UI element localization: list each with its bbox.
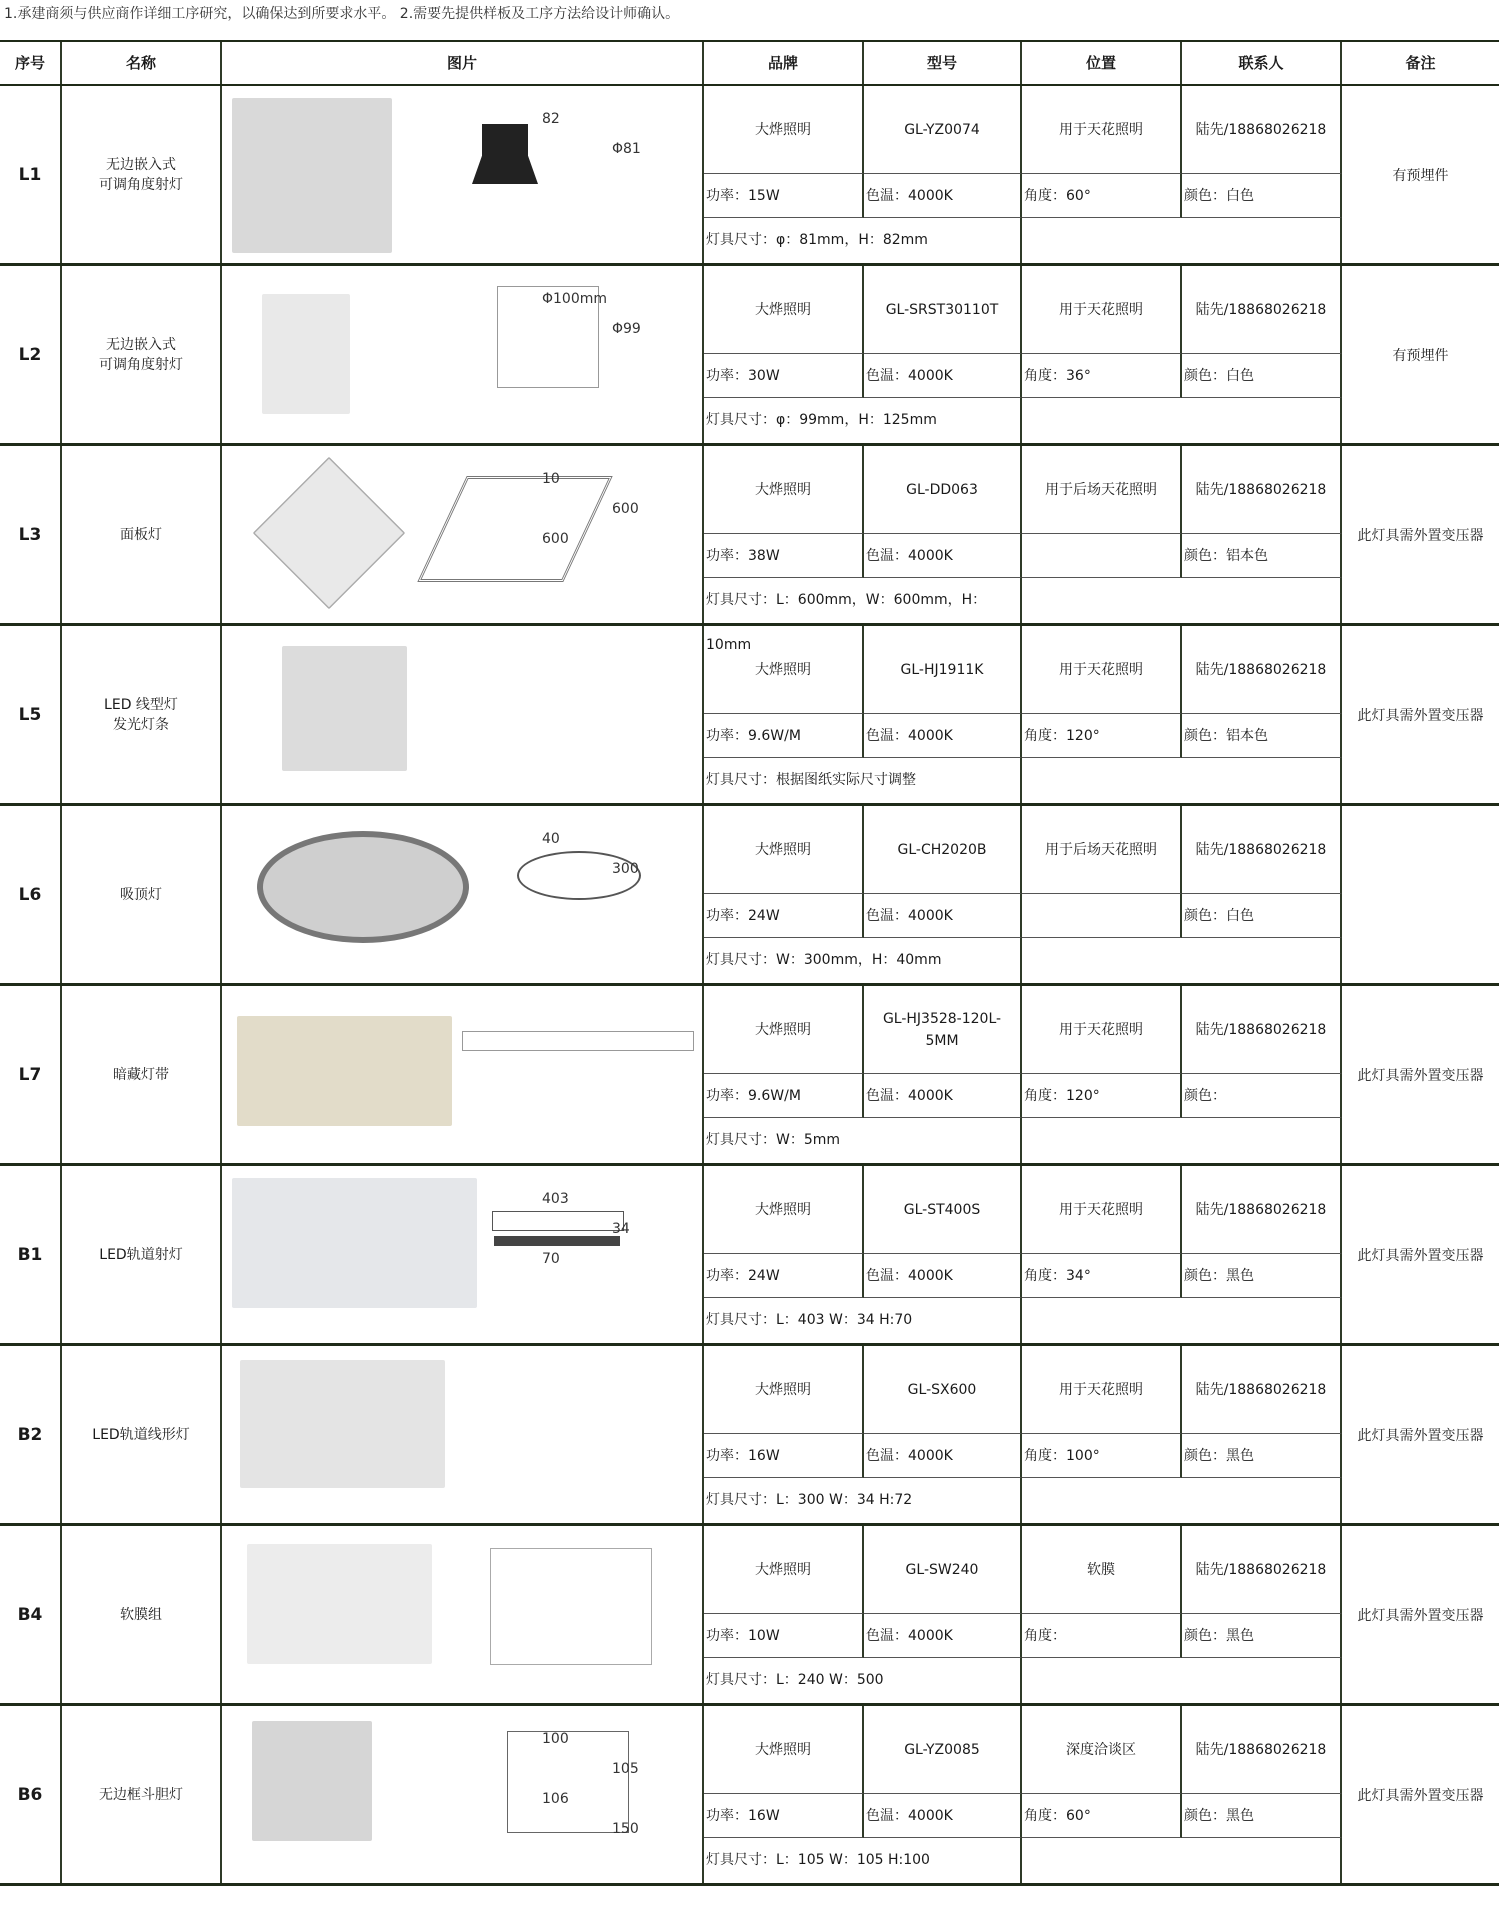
row-color-temp: 色温：4000K	[864, 1074, 1022, 1118]
table-row	[0, 86, 1499, 266]
row-contact: 陆先/18868026218	[1182, 626, 1342, 714]
header-position: 位置	[1022, 42, 1182, 84]
row-name: LED轨道线形灯	[62, 1346, 222, 1523]
row-model: GL-HJ3528-120L- 5MM	[864, 986, 1022, 1074]
dimension-label: 600	[542, 531, 569, 547]
row-color-temp: 色温：4000K	[864, 1254, 1022, 1298]
row-image	[222, 1166, 704, 1343]
row-color-temp: 色温：4000K	[864, 174, 1022, 218]
row-contact: 陆先/18868026218	[1182, 806, 1342, 894]
row-color-temp: 色温：4000K	[864, 894, 1022, 938]
row-name: 暗藏灯带	[62, 986, 222, 1163]
product-photo	[257, 831, 469, 943]
row-remark: 此灯具需外置变压器	[1357, 1607, 1484, 1624]
row-color: 颜色：白色	[1182, 174, 1342, 218]
row-contact: 陆先/18868026218	[1182, 266, 1342, 354]
row-model: GL-HJ1911K	[864, 626, 1022, 714]
product-photo	[237, 1016, 452, 1126]
row-remark: 此灯具需外置变压器	[1357, 1247, 1484, 1264]
row-size-blank	[1022, 1118, 1342, 1163]
row-power: 功率：16W	[704, 1434, 864, 1478]
row-image	[222, 446, 704, 623]
dimension-label: 70	[542, 1251, 560, 1267]
row-brand: 大烨照明	[704, 1346, 864, 1434]
row-position: 软膜	[1022, 1526, 1182, 1614]
row-contact: 陆先/18868026218	[1182, 986, 1342, 1074]
row-contact: 陆先/18868026218	[1182, 86, 1342, 174]
row-id: L3	[0, 446, 62, 623]
row-color-temp: 色温：4000K	[864, 354, 1022, 398]
row-brand: 大烨照明	[704, 446, 864, 534]
row-position: 用于天花照明	[1022, 626, 1182, 714]
row-id: B6	[0, 1706, 62, 1883]
row-color-temp: 色温：4000K	[864, 534, 1022, 578]
row-size-blank	[1022, 1658, 1342, 1703]
row-id: L5	[0, 626, 62, 803]
row-color: 颜色：白色	[1182, 354, 1342, 398]
table-row	[0, 1526, 1499, 1706]
table-row	[0, 806, 1499, 986]
row-contact: 陆先/18868026218	[1182, 1706, 1342, 1794]
row-color: 颜色：黑色	[1182, 1614, 1342, 1658]
row-position: 用于后场天花照明	[1022, 446, 1182, 534]
row-id: B2	[0, 1346, 62, 1523]
row-color: 颜色：黑色	[1182, 1794, 1342, 1838]
dimension-label: 600	[612, 501, 639, 517]
row-position: 深度洽谈区	[1022, 1706, 1182, 1794]
table-row	[0, 266, 1499, 446]
row-size: 灯具尺寸：L：403 W：34 H:70	[704, 1298, 1022, 1343]
table-row	[0, 1706, 1499, 1886]
row-angle	[1022, 894, 1182, 938]
row-remark: 此灯具需外置变压器	[1357, 1067, 1484, 1084]
row-image	[222, 986, 704, 1163]
row-angle: 角度：60°	[1022, 1794, 1182, 1838]
row-color: 颜色：黑色	[1182, 1434, 1342, 1478]
row-model: GL-SW240	[864, 1526, 1022, 1614]
dimension-label: 150	[612, 1821, 639, 1837]
row-position: 用于天花照明	[1022, 986, 1182, 1074]
row-size-blank	[1022, 758, 1342, 803]
dimension-label: 403	[542, 1191, 569, 1207]
row-color: 颜色：黑色	[1182, 1254, 1342, 1298]
row-size-blank	[1022, 1838, 1342, 1883]
row-position: 用于天花照明	[1022, 1166, 1182, 1254]
row-image	[222, 626, 704, 803]
product-photo	[240, 1360, 445, 1488]
fixture-drawing-lower	[472, 156, 538, 184]
row-brand: 大烨照明	[704, 266, 864, 354]
header-contact: 联系人	[1182, 42, 1342, 84]
row-image	[222, 1706, 704, 1883]
row-power: 功率：24W	[704, 1254, 864, 1298]
row-brand: 大烨照明	[704, 1526, 864, 1614]
row-id: B4	[0, 1526, 62, 1703]
row-angle	[1022, 534, 1182, 578]
fixture-drawing	[417, 476, 612, 582]
row-remark: 有预埋件	[1392, 167, 1449, 184]
row-position: 用于天花照明	[1022, 1346, 1182, 1434]
row-color-temp: 色温：4000K	[864, 1434, 1022, 1478]
product-photo	[232, 1178, 477, 1308]
row-position: 用于天花照明	[1022, 266, 1182, 354]
row-remark: 有预埋件	[1392, 347, 1449, 364]
row-id: B1	[0, 1166, 62, 1343]
instructions-note: 1.承建商须与供应商作详细工序研究，以确保达到所要求水平。 2.需要先提供样板及工序方法给设计师确认。	[4, 6, 680, 22]
row-id: L7	[0, 986, 62, 1163]
dimension-label: 40	[542, 831, 560, 847]
dimension-label: 82	[542, 111, 560, 127]
row-brand: 大烨照明	[704, 1706, 864, 1794]
row-size: 灯具尺寸：L：240 W：500	[704, 1658, 1022, 1703]
row-model: GL-DD063	[864, 446, 1022, 534]
table-row	[0, 1346, 1499, 1526]
header-brand: 品牌	[704, 42, 864, 84]
product-photo	[253, 457, 405, 609]
row-angle: 角度：36°	[1022, 354, 1182, 398]
row-contact: 陆先/18868026218	[1182, 446, 1342, 534]
row-model: GL-YZ0085	[864, 1706, 1022, 1794]
row-image	[222, 1526, 704, 1703]
row-angle: 角度：	[1022, 1614, 1182, 1658]
row-angle: 角度：100°	[1022, 1434, 1182, 1478]
row-angle: 角度：60°	[1022, 174, 1182, 218]
row-name: 吸顶灯	[62, 806, 222, 983]
row-size-blank	[1022, 1298, 1342, 1343]
row-size: 灯具尺寸：L：300 W：34 H:72	[704, 1478, 1022, 1523]
row-power: 功率：9.6W/M	[704, 714, 864, 758]
row-image	[222, 266, 704, 443]
row-brand: 大烨照明	[704, 986, 864, 1074]
product-photo	[247, 1544, 432, 1664]
row-name: LED 线型灯 发光灯条	[62, 626, 222, 803]
header-model: 型号	[864, 42, 1022, 84]
row-model: GL-CH2020B	[864, 806, 1022, 894]
header-remark: 备注	[1405, 54, 1436, 72]
table-row	[0, 626, 1499, 806]
row-name: 面板灯	[62, 446, 222, 623]
row-name: LED轨道射灯	[62, 1166, 222, 1343]
row-remark: 此灯具需外置变压器	[1357, 1427, 1484, 1444]
row-power: 功率：30W	[704, 354, 864, 398]
table-row	[0, 986, 1499, 1166]
dimension-label: 300	[612, 861, 639, 877]
fixture-drawing	[462, 1031, 694, 1051]
row-name: 无边嵌入式 可调角度射灯	[62, 266, 222, 443]
dimension-label: 100	[542, 1731, 569, 1747]
dimension-label: 105	[612, 1761, 639, 1777]
row-brand: 大烨照明	[704, 86, 864, 174]
row-power: 功率：9.6W/M	[704, 1074, 864, 1118]
row-remark	[1342, 806, 1499, 983]
row-color: 颜色：白色	[1182, 894, 1342, 938]
row-brand: 大烨照明	[704, 806, 864, 894]
fixture-drawing	[490, 1548, 652, 1665]
table-row	[0, 1166, 1499, 1346]
row-model: GL-SRST30110T	[864, 266, 1022, 354]
row-image	[222, 86, 704, 263]
row-id: L1	[0, 86, 62, 263]
row-contact: 陆先/18868026218	[1182, 1166, 1342, 1254]
row-color: 颜色：铝本色	[1182, 534, 1342, 578]
product-photo	[282, 646, 407, 771]
row-size-blank	[1022, 578, 1342, 623]
row-position: 用于后场天花照明	[1022, 806, 1182, 894]
row-name: 无边框斗胆灯	[62, 1706, 222, 1883]
table-header	[0, 40, 1499, 86]
fixture-drawing	[482, 124, 528, 156]
row-size: 灯具尺寸：W：300mm，H：40mm	[704, 938, 1022, 983]
row-size: 灯具尺寸：W：5mm	[704, 1118, 1022, 1163]
row-name: 无边嵌入式 可调角度射灯	[62, 86, 222, 263]
dimension-label: 106	[542, 1791, 569, 1807]
fixture-drawing	[492, 1211, 624, 1231]
product-photo	[252, 1721, 372, 1841]
row-size: 灯具尺寸：根据图纸实际尺寸调整	[704, 758, 1022, 803]
row-remark: 此灯具需外置变压器	[1357, 527, 1484, 544]
row-size: 灯具尺寸：φ：99mm，H：125mm	[704, 398, 1022, 443]
row-position: 用于天花照明	[1022, 86, 1182, 174]
row-color: 颜色：铝本色	[1182, 714, 1342, 758]
row-power: 功率：38W	[704, 534, 864, 578]
header-image: 图片	[222, 42, 704, 84]
product-photo	[262, 294, 350, 414]
lighting-schedule-table	[0, 40, 1499, 1886]
row-size: 灯具尺寸：φ：81mm，H：82mm	[704, 218, 1022, 263]
dimension-label: 34	[612, 1221, 630, 1237]
row-size: 灯具尺寸：L：600mm，W：600mm，H：10mm	[704, 578, 1022, 623]
row-size-blank	[1022, 938, 1342, 983]
row-size: 灯具尺寸：L：105 W：105 H:100	[704, 1838, 1022, 1883]
row-contact: 陆先/18868026218	[1182, 1346, 1342, 1434]
dimension-label: Φ99	[612, 321, 641, 337]
dimension-label: Φ100mm	[542, 291, 608, 307]
dimension-label: Φ81	[612, 141, 641, 157]
header-id: 序号	[0, 42, 62, 84]
row-power: 功率：10W	[704, 1614, 864, 1658]
row-color-temp: 色温：4000K	[864, 1794, 1022, 1838]
row-size-blank	[1022, 398, 1342, 443]
row-model: GL-SX600	[864, 1346, 1022, 1434]
row-remark: 此灯具需外置变压器	[1357, 707, 1484, 724]
row-brand: 大烨照明	[704, 626, 864, 714]
row-image	[222, 806, 704, 983]
row-brand: 大烨照明	[704, 1166, 864, 1254]
row-power: 功率：24W	[704, 894, 864, 938]
row-color-temp: 色温：4000K	[864, 714, 1022, 758]
fixture-drawing-lower	[494, 1236, 620, 1246]
row-model: GL-ST400S	[864, 1166, 1022, 1254]
header-name: 名称	[62, 42, 222, 84]
row-size-blank	[1022, 1478, 1342, 1523]
row-color: 颜色：	[1182, 1074, 1342, 1118]
row-name: 软膜组	[62, 1526, 222, 1703]
row-angle: 角度：120°	[1022, 714, 1182, 758]
row-size-blank	[1022, 218, 1342, 263]
row-angle: 角度：34°	[1022, 1254, 1182, 1298]
row-id: L2	[0, 266, 62, 443]
row-angle: 角度：120°	[1022, 1074, 1182, 1118]
row-power: 功率：15W	[704, 174, 864, 218]
row-contact: 陆先/18868026218	[1182, 1526, 1342, 1614]
row-model: GL-YZ0074	[864, 86, 1022, 174]
row-remark: 此灯具需外置变压器	[1357, 1787, 1484, 1804]
dimension-label: 10	[542, 471, 560, 487]
product-photo	[232, 98, 392, 253]
row-power: 功率：16W	[704, 1794, 864, 1838]
row-color-temp: 色温：4000K	[864, 1614, 1022, 1658]
row-id: L6	[0, 806, 62, 983]
table-row	[0, 446, 1499, 653]
row-image	[222, 1346, 704, 1523]
